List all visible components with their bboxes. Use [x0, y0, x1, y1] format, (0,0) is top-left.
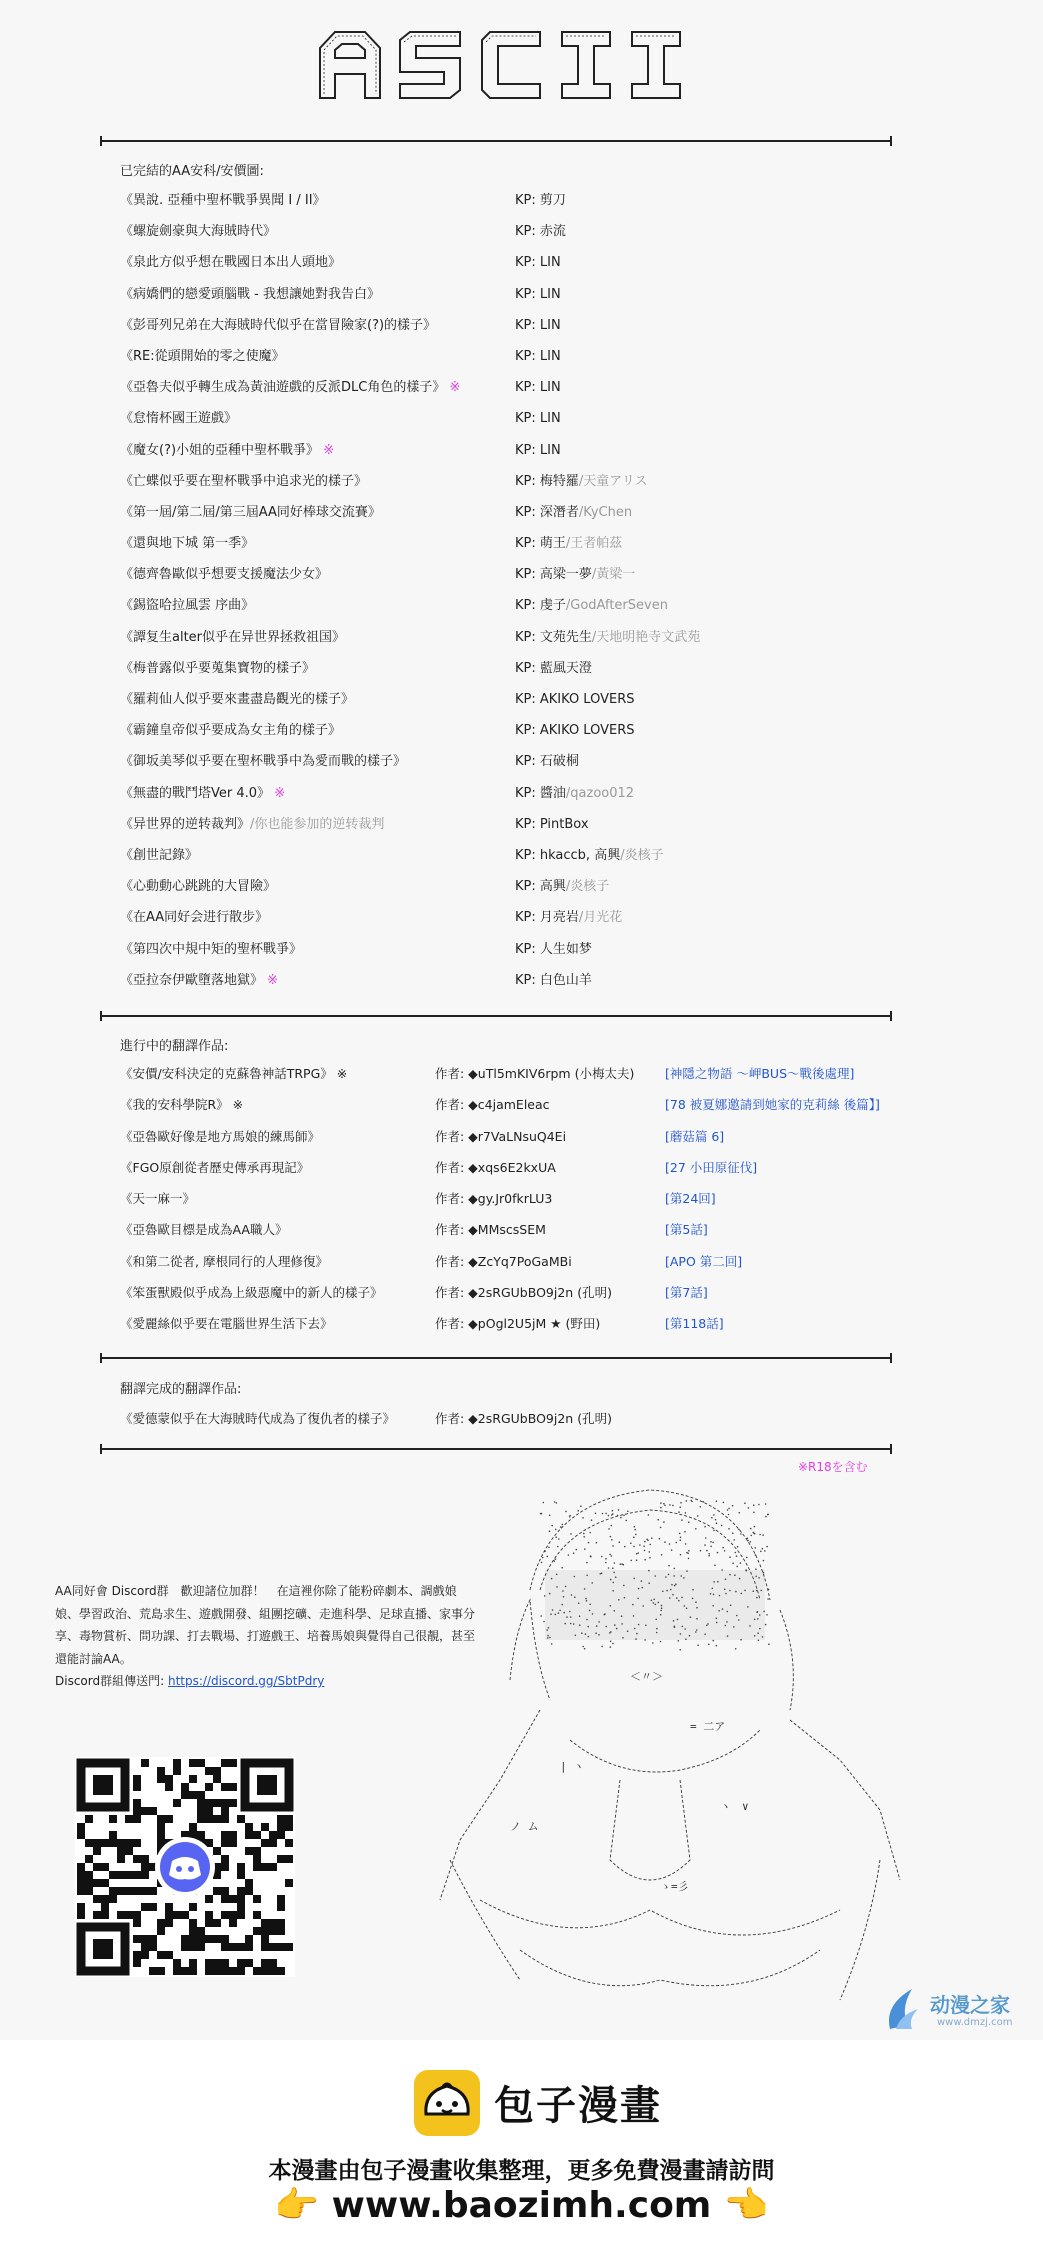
divider-middle-2 [100, 1357, 892, 1359]
r18-mark: ※ [232, 1097, 244, 1113]
kp-name: KP: 深潛者/KyChen [515, 504, 633, 520]
kp-name: KP: 高興/炎核子 [515, 879, 610, 895]
finished-item[interactable] [120, 1403, 920, 1434]
work-title: 《第一屆/第二屆/第三屆AA同好棒球交流賽》 [120, 504, 381, 520]
completed-item[interactable] [120, 778, 920, 809]
work-title: 《第四次中規中矩的聖杯戰爭》 [120, 941, 303, 957]
work-title: 《和第二從者, 摩根同行的人理修復》 [120, 1253, 328, 1269]
dmzj-logo-icon [882, 1985, 924, 2033]
work-title: 《亡蝶似乎要在聖杯戰爭中追求光的樣子》 [120, 473, 368, 489]
dmzj-url: www.dmzj.com [937, 2017, 1013, 2028]
work-title: 《德齊魯歐似乎想要支援魔法少女》 [120, 567, 329, 583]
author-name: 作者: ◆MMscsSEM [435, 1222, 546, 1238]
svg-text:ヽ ∨: ヽ ∨ [720, 1800, 749, 1813]
latest-chapter-link[interactable]: [第118話] [665, 1316, 724, 1332]
work-title: 《螺旋劍豪與大海賊時代》 [120, 224, 277, 240]
kp-extra: /月光花 [578, 910, 623, 926]
author-name: 作者: ◆pOgl2U5jM ★ (野田) [435, 1316, 601, 1332]
discord-link-label: Discord群組傳送門: [55, 1674, 168, 1688]
work-title: 《笨蛋獸殿似乎成為上級惡魔中的新人的樣子》 [120, 1285, 383, 1301]
kp-name: KP: 萌王/王者帕茲 [515, 536, 623, 552]
svg-text:ノ ム: ノ ム [510, 1820, 539, 1833]
kp-name: KP: 白色山羊 [515, 972, 592, 988]
latest-chapter-link[interactable]: [78 被夏娜邀請到她家的克莉絲 後篇】] [665, 1097, 880, 1113]
dmzj-watermark [882, 1985, 1032, 2033]
kp-name: KP: LIN [515, 286, 561, 302]
svg-text:＜〃＞: ＜〃＞ [630, 1670, 663, 1683]
work-title: 《亞魯歐目標是成為AA職人》 [120, 1222, 288, 1238]
kp-name: KP: LIN [515, 348, 561, 364]
latest-chapter-link[interactable]: [第5話] [665, 1222, 708, 1238]
author-name: 作者: ◆uTl5mKIV6rpm (小梅太夫) [435, 1066, 635, 1081]
completed-item[interactable] [120, 310, 920, 341]
completed-item[interactable] [120, 279, 920, 310]
work-title: 《羅莉仙人似乎要來畫盡島觀光的樣子》 [120, 692, 355, 707]
completed-item[interactable] [120, 684, 920, 715]
ascii-art-illustration [420, 1480, 940, 2025]
author-name: 作者: ◆r7VaLNsuQ4Ei [435, 1128, 567, 1144]
completed-list [120, 185, 920, 996]
finished-list [120, 1403, 920, 1434]
latest-chapter-link[interactable]: [蘑菇篇 6] [665, 1128, 725, 1144]
work-title: 《愛德蒙似乎在大海賊時代成為了復仇者的樣子》 [120, 1411, 396, 1426]
baozimh-brand-name: 包子漫畫 [494, 2083, 662, 2129]
baozimh-url[interactable]: www.baozimh.com [331, 2185, 712, 2226]
completed-item[interactable] [120, 372, 920, 403]
kp-name: KP: 文苑先生/天地明艳寺文武苑 [515, 629, 701, 645]
finished-section-title: 翻譯完成的翻譯作品: [120, 1382, 242, 1397]
kp-name: KP: 梅特羅/天童アリス [515, 473, 648, 489]
completed-item[interactable] [120, 559, 920, 590]
kp-extra: /炎核子 [565, 879, 610, 895]
author-name: 作者: ◆gy.Jr0fkrLU3 [435, 1191, 553, 1207]
kp-name: KP: 高梁一夢/黃梁一 [515, 567, 636, 583]
kp-name: KP: 石破桐 [515, 754, 579, 770]
completed-item[interactable] [120, 934, 920, 965]
work-title: 《我的安科學院R》 ※ [120, 1097, 244, 1113]
kp-name: KP: AKIKO LOVERS [515, 692, 635, 707]
completed-item[interactable] [120, 653, 920, 684]
divider-bottom [100, 1448, 892, 1450]
completed-item[interactable] [120, 715, 920, 746]
kp-extra: /炎核子 [620, 847, 664, 863]
kp-extra: /GodAfterSeven [565, 598, 668, 614]
completed-item[interactable] [120, 247, 920, 278]
completed-item[interactable] [120, 528, 920, 559]
completed-item[interactable] [120, 466, 920, 497]
work-title: 《怠惰杯國王遊戲》 [120, 411, 238, 427]
completed-item[interactable] [120, 746, 920, 777]
divider-top [100, 140, 892, 142]
ongoing-item[interactable] [120, 1121, 920, 1152]
work-title: 《亞魯歐好像是地方馬娘的練馬師》 [120, 1128, 321, 1144]
svg-text:ゝ=彡: ゝ=彡 [660, 1880, 689, 1893]
work-title: 《异世界的逆转裁判》/你也能参加的逆转裁判 [120, 816, 385, 832]
discord-description [55, 1580, 475, 1693]
kp-extra: /王者帕茲 [565, 536, 623, 552]
svg-text:= 二ア: = 二ア [690, 1720, 726, 1733]
work-title: 《天一麻一》 [120, 1191, 196, 1207]
ongoing-item[interactable] [120, 1246, 920, 1277]
completed-section-title: 已完結的AA安科/安價圖: [120, 164, 264, 179]
ongoing-item[interactable] [120, 1308, 920, 1339]
completed-item[interactable] [120, 840, 920, 871]
kp-name: KP: 虔子/GodAfterSeven [515, 598, 668, 614]
author-name: 作者: ◆2sRGUbBO9j2n (孔明) [435, 1285, 612, 1301]
baozimh-url-line [0, 2184, 1043, 2226]
svg-text:| ヽ: | ヽ [560, 1760, 585, 1773]
r18-note: ※R18を含む [798, 1460, 868, 1474]
completed-item[interactable] [120, 341, 920, 372]
work-title: 《泉此方似乎想在戰國日本出人頭地》 [120, 255, 342, 271]
work-title: 《創世記錄》 [120, 847, 199, 863]
work-title: 《彭哥列兄弟在大海賊時代似乎在當冒險家(?)的樣子》 [120, 317, 437, 333]
pointing-left-icon: 👈 [723, 2185, 769, 2226]
ongoing-section-title: 進行中的翻譯作品: [120, 1039, 229, 1054]
divider-middle-1 [100, 1015, 892, 1017]
latest-chapter-link[interactable]: [APO 第二回] [665, 1253, 743, 1269]
work-title: 《霸鐘皇帝似乎要成為女主角的樣子》 [120, 723, 342, 739]
work-title: 《錫盜哈拉風雲 序曲》 [120, 598, 255, 614]
completed-item[interactable] [120, 871, 920, 902]
r18-mark: ※ [323, 442, 335, 458]
kp-name: KP: 剪刀 [515, 193, 566, 208]
baozimh-notice: 本漫畫由包子漫畫收集整理，更多免費漫畫請訪問 [268, 2158, 775, 2184]
discord-invite-link[interactable]: https://discord.gg/SbtPdry [167, 1674, 325, 1688]
kp-name: KP: AKIKO LOVERS [515, 723, 635, 739]
baozimh-logo-icon [412, 2068, 482, 2138]
discord-text-body: AA同好會 Discord群 歡迎諸位加群！ 在這裡你除了能粉碎劇本、調戲娘娘、學習政治、荒島求生、遊戲開發、組團挖礦、走進科學、足球直播、家事分享、毒物賞析、問功課、打去戰場、打遊戲王、培養馬娘與覺得自己很靚，甚至還能討論AA。 [55, 1584, 476, 1666]
completed-item[interactable] [120, 497, 920, 528]
latest-chapter-link[interactable]: [27 小田原征伐] [665, 1159, 758, 1175]
work-title: 《RE:從頭開始的零之使魔》 [120, 348, 285, 364]
work-title: 《亞拉奈伊歐墮落地獄》 ※ [120, 972, 279, 988]
kp-name: KP: 月亮岩/月光花 [515, 910, 623, 926]
completed-item[interactable] [120, 809, 920, 840]
kp-name: KP: LIN [515, 255, 561, 271]
ongoing-item[interactable] [120, 1152, 920, 1183]
ongoing-item[interactable] [120, 1277, 920, 1308]
dmzj-name: 动漫之家 [930, 1993, 1010, 2017]
work-title-extra: /你也能参加的逆转裁判 [250, 816, 385, 832]
work-title: 《安價/安科決定的克蘇魯神話TRPG》 ※ [120, 1066, 348, 1081]
completed-item[interactable] [120, 185, 920, 216]
ongoing-item[interactable] [120, 1183, 920, 1214]
kp-name: KP: LIN [515, 380, 561, 396]
kp-name: KP: LIN [515, 317, 561, 333]
r18-mark: ※ [274, 785, 286, 801]
work-title: 《心動動心跳跳的大冒險》 [120, 879, 277, 895]
completed-item[interactable] [120, 622, 920, 653]
completed-item[interactable] [120, 902, 920, 933]
kp-name: KP: 人生如梦 [515, 941, 592, 957]
ongoing-item[interactable] [120, 1214, 920, 1245]
discord-qr-code[interactable] [75, 1757, 295, 1977]
kp-extra: /KyChen [578, 504, 633, 520]
latest-chapter-link[interactable]: [第24回] [665, 1191, 716, 1207]
kp-name: KP: LIN [515, 411, 561, 427]
kp-name: KP: 赤流 [515, 224, 566, 240]
author-name: 作者: ◆xqs6E2kxUA [435, 1159, 556, 1175]
latest-chapter-link[interactable]: [第7話] [665, 1285, 708, 1301]
work-title: 《御坂美琴似乎要在聖杯戰爭中為愛而戰的樣子》 [120, 754, 407, 770]
author-name: 作者: ◆ZcYq7PoGaMBi [435, 1253, 572, 1269]
kp-name: KP: LIN [515, 442, 561, 458]
work-title: 《病嬌們的戀愛頭腦戰 - 我想讓她對我告白》 [120, 286, 380, 302]
kp-extra: /天童アリス [578, 473, 648, 489]
pointing-right-icon: 👉 [274, 2185, 320, 2226]
work-title: 《異說. 亞種中聖杯戰爭異聞 I / II》 [120, 193, 326, 208]
r18-mark: ※ [267, 972, 279, 988]
work-title: 《無盡的戰鬥塔Ver 4.0》 ※ [120, 785, 286, 801]
kp-name: KP: hkaccb, 高興/炎核子 [515, 847, 664, 863]
r18-mark: ※ [336, 1066, 348, 1081]
discord-link-line [55, 1670, 475, 1693]
completed-item[interactable] [120, 435, 920, 466]
kp-extra: /qazoo012 [565, 785, 635, 801]
ongoing-item[interactable] [120, 1058, 920, 1089]
ongoing-list [120, 1058, 920, 1340]
work-title: 《魔女(?)小姐的亞種中聖杯戰爭》 ※ [120, 442, 335, 458]
latest-chapter-link[interactable]: [神隱之物語 ～岬BUS～戰後處理] [665, 1066, 855, 1081]
ongoing-item[interactable] [120, 1089, 920, 1120]
completed-item[interactable] [120, 403, 920, 434]
kp-name: KP: 藍風天澄 [515, 660, 592, 676]
author-name: 作者: ◆2sRGUbBO9j2n (孔明) [435, 1411, 612, 1426]
completed-item[interactable] [120, 216, 920, 247]
work-title: 《譚复生alter似乎在异世界拯救祖国》 [120, 629, 346, 645]
work-title: 《在AA同好会进行散步》 [120, 910, 269, 926]
kp-extra: /天地明艳寺文武苑 [591, 629, 701, 645]
kp-name: KP: PintBox [515, 816, 589, 832]
completed-item[interactable] [120, 590, 920, 621]
ascii-title-logo [310, 28, 730, 100]
work-title: 《梅普露似乎要蒐集寶物的樣子》 [120, 660, 316, 676]
author-name: 作者: ◆c4jamEleac [435, 1097, 550, 1113]
work-title: 《愛麗絲似乎要在電腦世界生活下去》 [120, 1316, 333, 1332]
r18-mark: ※ [449, 380, 461, 396]
work-title: 《還與地下城 第一季》 [120, 536, 255, 552]
kp-extra: /黃梁一 [591, 567, 636, 583]
completed-item[interactable] [120, 965, 920, 996]
kp-name: KP: 醬油/qazoo012 [515, 785, 635, 801]
work-title: 《亞魯夫似乎轉生成為黃油遊戲的反派DLC角色的樣子》 ※ [120, 380, 461, 396]
work-title: 《FGO原創從者歷史傳承再現記》 [120, 1159, 310, 1175]
